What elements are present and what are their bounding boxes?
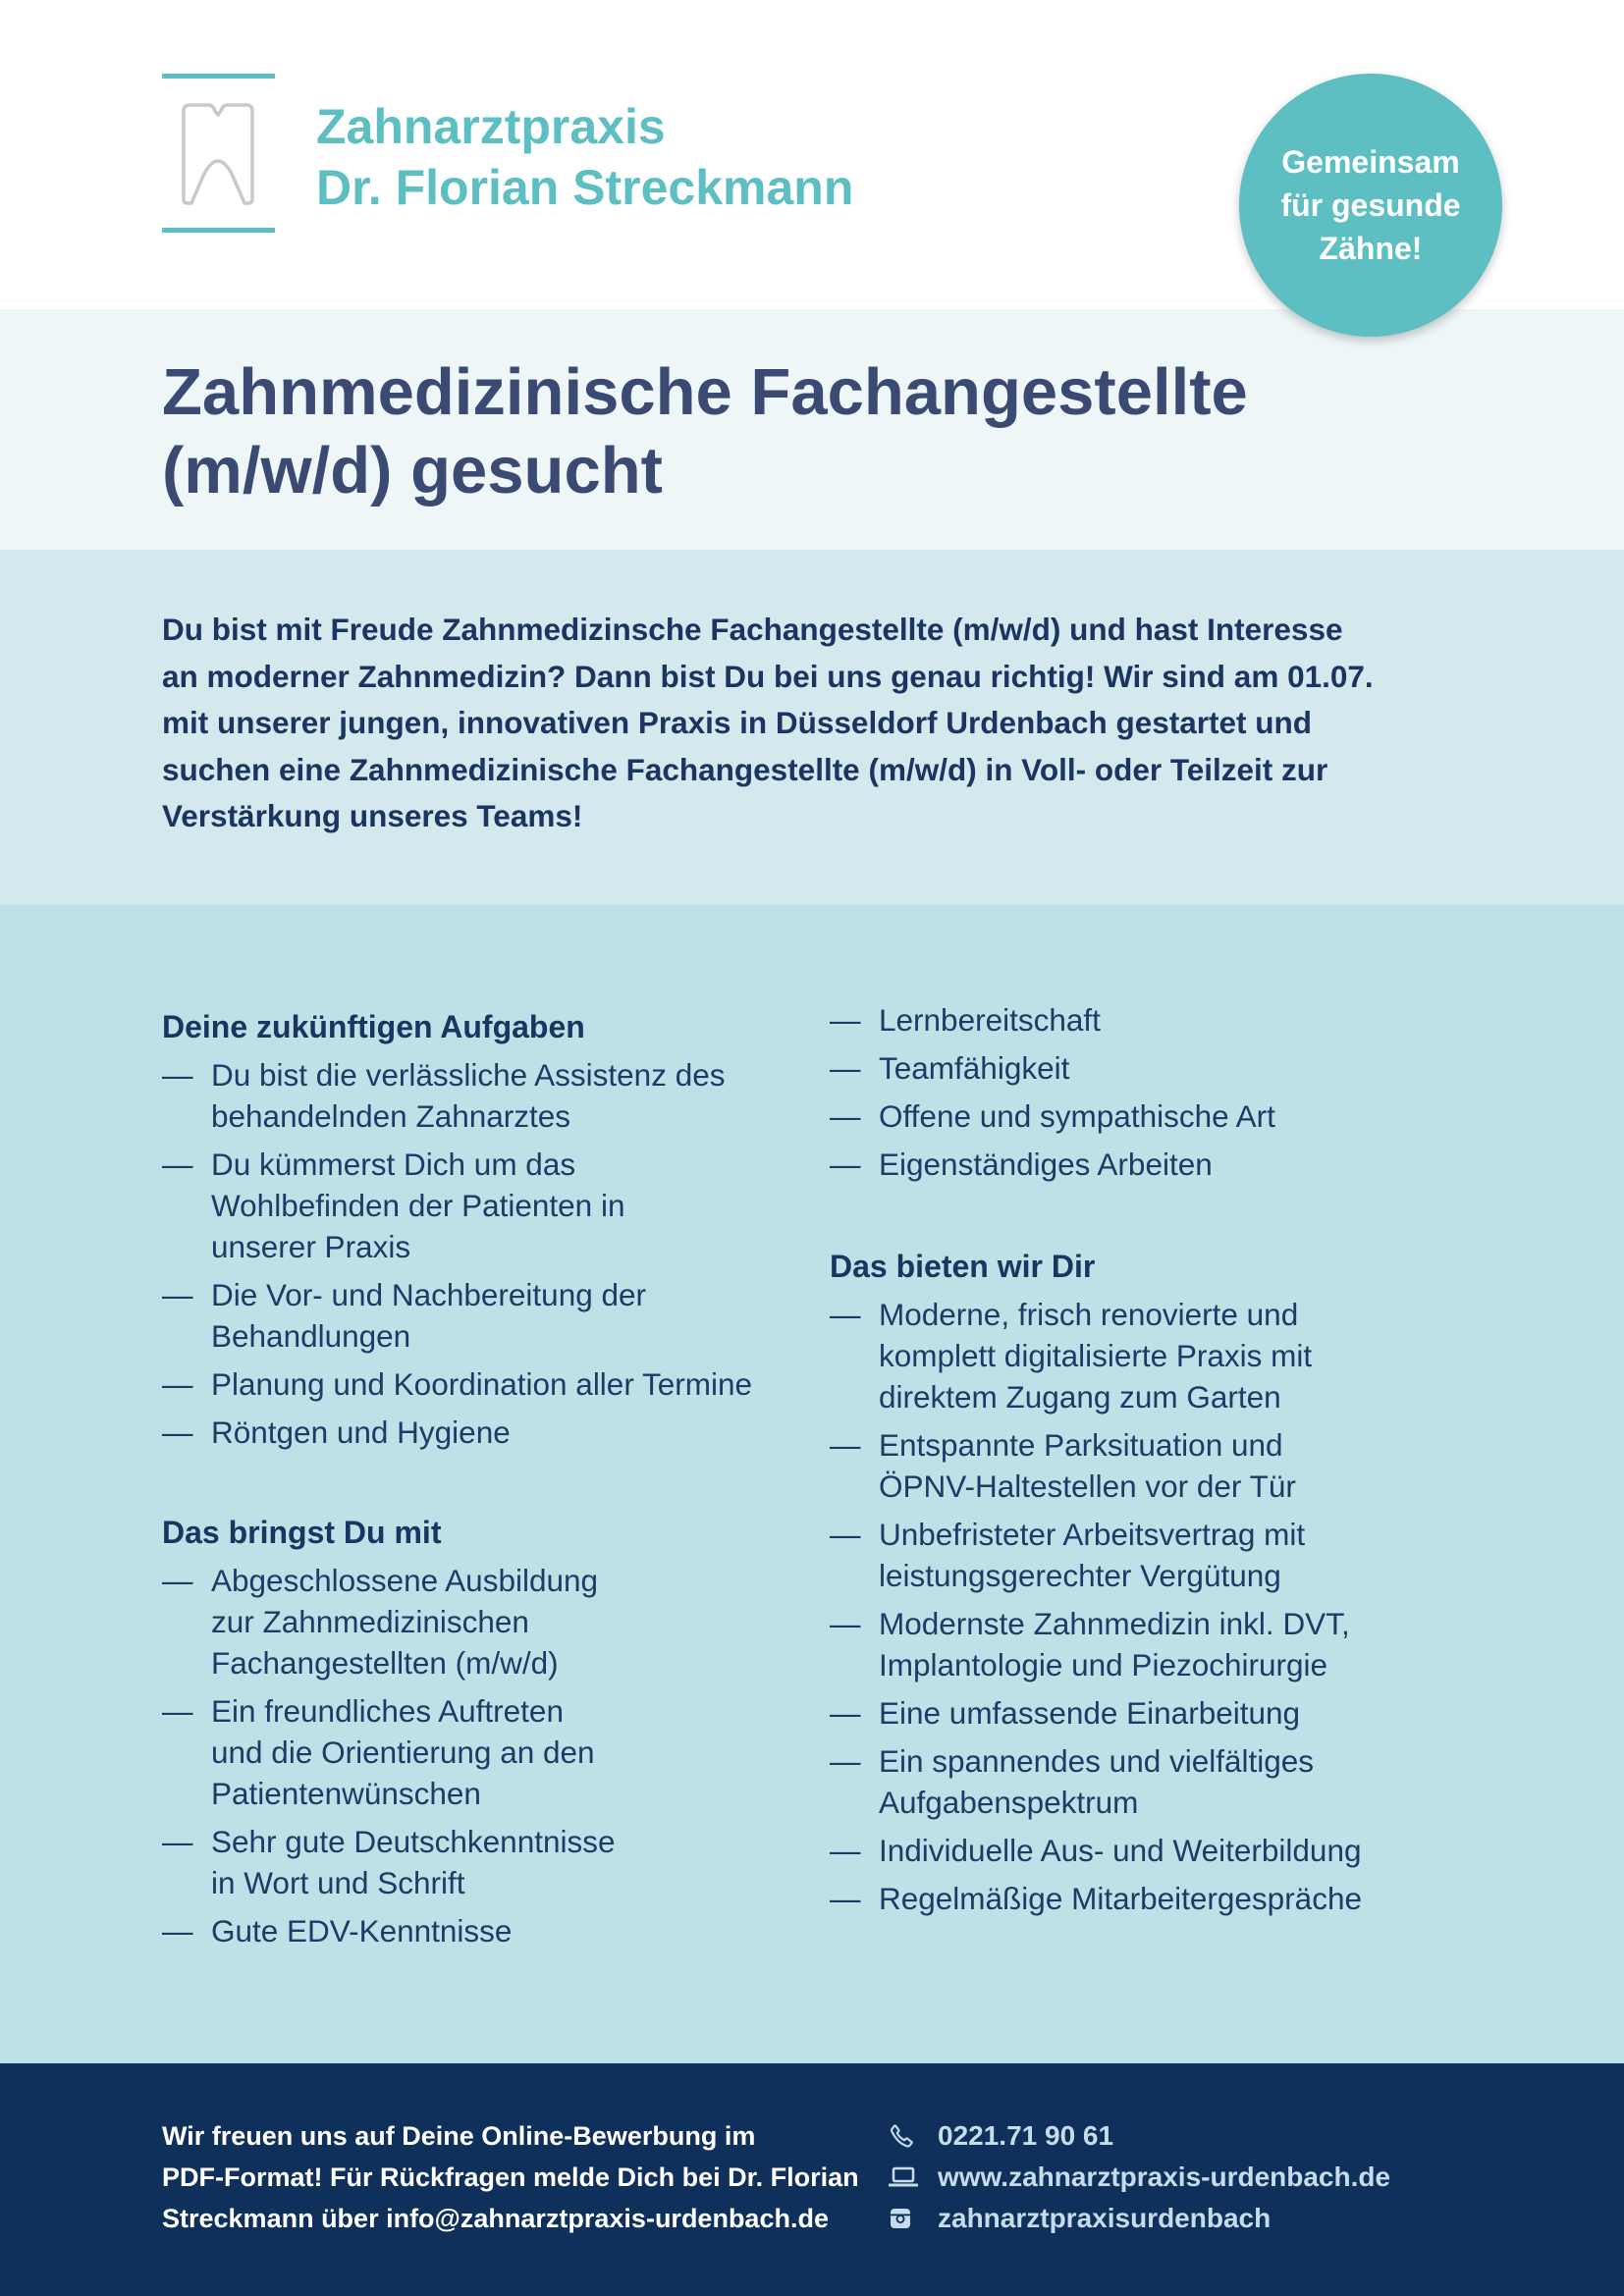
dash-bullet: — <box>162 1824 193 1859</box>
list-item <box>162 1910 810 1951</box>
list-item <box>830 1047 1478 1089</box>
list-item <box>830 1692 1478 1734</box>
intro-line: Du bist mit Freude Zahnmedizinsche Fachangestellte (m/w/d) und hast Interesse <box>162 612 1343 647</box>
right-column <box>830 999 1478 1926</box>
list-item-line: Behandlungen <box>211 1318 411 1354</box>
tooth-icon <box>180 101 256 207</box>
list-item <box>162 1274 810 1357</box>
list-item-line: leistungsgerechter Vergütung <box>879 1558 1281 1593</box>
list-item-line: Die Vor- und Nachbereitung der <box>211 1277 647 1312</box>
mitbringen-list <box>162 1560 810 1951</box>
list-item <box>162 1054 810 1137</box>
list-item-line: Ein spannendes und vielfältiges <box>879 1743 1315 1779</box>
list-item-line: Abgeschlossene Ausbildung <box>211 1563 599 1598</box>
dash-bullet: — <box>162 1415 193 1450</box>
logo <box>162 74 275 233</box>
list-item-line: Gute EDV-Kenntnisse <box>211 1913 513 1949</box>
intro-line: suchen eine Zahnmedizinische Fachangestellte (m/w/d) in Voll- oder Teilzeit zur <box>162 751 1328 787</box>
practice-name-line2: Dr. Florian Streckmann <box>316 160 854 215</box>
page-title <box>162 353 1248 510</box>
list-item-line: Ein freundliches Auftreten <box>211 1693 564 1729</box>
dash-bullet: — <box>830 1098 861 1134</box>
title-line1: Zahnmedizinische Fachangestellte <box>162 355 1248 429</box>
footer-line: PDF-Format! Für Rückfragen melde Dich bei Dr. Florian <box>162 2163 859 2192</box>
badge-line1: Gemeinsam <box>1281 144 1460 180</box>
list-item <box>162 1144 810 1267</box>
phone-number: 0221.71 90 61 <box>938 2120 1114 2151</box>
dash-bullet: — <box>162 1057 193 1093</box>
phone-icon <box>889 2123 938 2149</box>
list-item-line: Implantologie und Piezochirurgie <box>879 1647 1328 1682</box>
website-url: www.zahnarztpraxis-urdenbach.de <box>938 2162 1391 2192</box>
list-item-line: Individuelle Aus- und Weiterbildung <box>879 1833 1362 1868</box>
badge-line2: für gesunde <box>1280 187 1461 223</box>
list-item-line: Moderne, frisch renovierte und <box>879 1297 1299 1332</box>
section-title-mitbringen: Das bringst Du mit <box>162 1515 442 1550</box>
instagram-icon <box>889 2207 938 2230</box>
list-item <box>830 999 1478 1041</box>
list-item-line: Eigenständiges Arbeiten <box>879 1147 1213 1182</box>
list-item-line: Patientenwünschen <box>211 1776 481 1811</box>
intro-paragraph <box>162 607 1438 840</box>
intro-line: mit unserer jungen, innovativen Praxis in Düsseldorf Urdenbach gestartet und <box>162 705 1312 740</box>
footer-line: Streckmann über info@zahnarztpraxis-urdenbach.de <box>162 2204 829 2233</box>
contact-phone[interactable] <box>889 2115 1390 2157</box>
list-item-line: Offene und sympathische Art <box>879 1098 1275 1134</box>
list-item <box>830 1424 1478 1507</box>
list-item <box>162 1821 810 1903</box>
list-item <box>830 1830 1478 1871</box>
dash-bullet: — <box>830 1427 861 1463</box>
list-item-line: Du bist die verlässliche Assistenz des <box>211 1057 726 1093</box>
dash-bullet: — <box>830 1743 861 1779</box>
dash-bullet: — <box>830 1050 861 1086</box>
practice-name <box>316 96 853 218</box>
list-item-line: Aufgabenspektrum <box>879 1785 1139 1820</box>
list-item-line: ÖPNV-Haltestellen vor der Tür <box>879 1468 1296 1504</box>
list-item-line: Lernbereitschaft <box>879 1002 1101 1038</box>
contact-instagram[interactable] <box>889 2198 1390 2239</box>
dash-bullet: — <box>162 1693 193 1729</box>
list-item-line: unserer Praxis <box>211 1229 411 1264</box>
mitbringen-list-continued <box>830 999 1478 1185</box>
list-item <box>830 1878 1478 1919</box>
list-item <box>830 1740 1478 1823</box>
list-item-line: Röntgen und Hygiene <box>211 1415 511 1450</box>
aufgaben-list <box>162 1054 810 1453</box>
list-item <box>162 1560 810 1683</box>
badge-line3: Zähne! <box>1319 231 1423 266</box>
dash-bullet: — <box>830 1881 861 1916</box>
list-item <box>830 1603 1478 1685</box>
title-line2: (m/w/d) gesucht <box>162 434 663 507</box>
application-note <box>162 2115 889 2239</box>
intro-line: Verstärkung unseres Teams! <box>162 798 583 833</box>
dash-bullet: — <box>830 1833 861 1868</box>
dash-bullet: — <box>162 1147 193 1182</box>
dash-bullet: — <box>830 1297 861 1332</box>
list-item-line: direktem Zugang zum Garten <box>879 1379 1281 1415</box>
list-item <box>162 1690 810 1814</box>
list-item <box>830 1144 1478 1185</box>
dash-bullet: — <box>830 1606 861 1641</box>
intro-line: an moderner Zahnmedizin? Dann bist Du bei uns genau richtig! Wir sind am 01.07. <box>162 658 1374 694</box>
dash-bullet: — <box>162 1913 193 1949</box>
laptop-icon <box>889 2165 938 2189</box>
section-title-bieten: Das bieten wir Dir <box>830 1249 1096 1284</box>
list-item <box>162 1363 810 1405</box>
practice-name-line1: Zahnarztpraxis <box>316 99 666 154</box>
list-item <box>162 1412 810 1453</box>
list-item <box>830 1095 1478 1137</box>
contact-list <box>889 2115 1390 2239</box>
contact-website[interactable] <box>889 2157 1390 2198</box>
dash-bullet: — <box>162 1277 193 1312</box>
bieten-list <box>830 1294 1478 1919</box>
left-column <box>162 999 810 1958</box>
list-item-line: Wohlbefinden der Patienten in <box>211 1188 625 1223</box>
list-item-line: Regelmäßige Mitarbeitergespräche <box>879 1881 1362 1916</box>
list-item-line: Eine umfassende Einarbeitung <box>879 1695 1301 1731</box>
list-item-line: Unbefristeter Arbeitsvertrag mit <box>879 1517 1306 1552</box>
dash-bullet: — <box>830 1002 861 1038</box>
list-item <box>830 1514 1478 1596</box>
list-item-line: Entspannte Parksituation und <box>879 1427 1283 1463</box>
list-item-line: Modernste Zahnmedizin inkl. DVT, <box>879 1606 1350 1641</box>
section-title-aufgaben: Deine zukünftigen Aufgaben <box>162 1009 585 1044</box>
dash-bullet: — <box>830 1517 861 1552</box>
list-item-line: Fachangestellten (m/w/d) <box>211 1645 559 1681</box>
footer-line: Wir freuen uns auf Deine Online-Bewerbung im <box>162 2121 756 2151</box>
list-item-line: Teamfähigkeit <box>879 1050 1070 1086</box>
dash-bullet: — <box>830 1695 861 1731</box>
list-item-line: und die Orientierung an den <box>211 1735 595 1770</box>
dash-bullet: — <box>830 1147 861 1182</box>
dash-bullet: — <box>162 1563 193 1598</box>
list-item-line: Planung und Koordination aller Termine <box>211 1366 753 1402</box>
list-item-line: Sehr gute Deutschkenntnisse <box>211 1824 616 1859</box>
dash-bullet: — <box>162 1366 193 1402</box>
list-item-line: komplett digitalisierte Praxis mit <box>879 1338 1313 1373</box>
instagram-handle: zahnarztpraxisurdenbach <box>938 2203 1272 2233</box>
list-item-line: Du kümmerst Dich um das <box>211 1147 576 1182</box>
slogan-badge <box>1239 74 1502 337</box>
list-item-line: behandelnden Zahnarztes <box>211 1098 571 1134</box>
list-item-line: in Wort und Schrift <box>211 1865 465 1900</box>
list-item-line: zur Zahnmedizinischen <box>211 1604 529 1639</box>
logo-bottom-bar <box>162 228 275 233</box>
list-item <box>830 1294 1478 1417</box>
logo-top-bar <box>162 74 275 79</box>
